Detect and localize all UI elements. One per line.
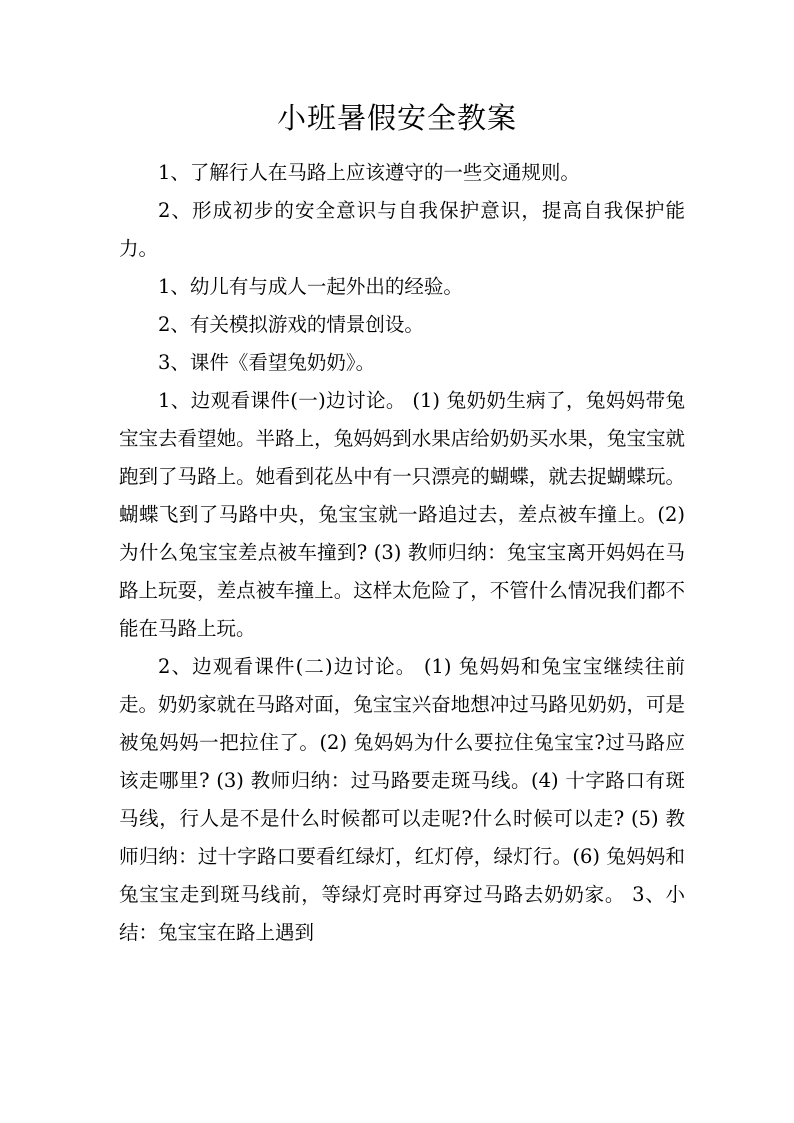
preparation-paragraph-1: 1、幼儿有与成人一起外出的经验。: [158, 275, 463, 298]
process-paragraph-1: 1、边观看课件(一)边讨论。 (1) 兔奶奶生病了，兔妈妈带兔宝宝去看望她。半路上，兔妈妈到水果店给奶奶买水果，兔宝宝就跑到了马路上。她看到花丛中有一只漂亮的蝴蝶，就去捉蝴蝶玩。蝴蝶飞到了马路中央，兔宝宝就一路追过去，差点被车撞上。(2) 为什么兔宝宝差点被车撞到? (3) 教师归纳：兔宝宝离开妈妈在马路上玩耍，差点被车撞上。这样太危险了，不管什么情况我们都不能在马路上玩。: [119, 389, 685, 640]
preparation-paragraph-3: 3、课件《看望兔奶奶》。: [158, 351, 376, 374]
process-paragraph-2: 2、边观看课件(二)边讨论。 (1) 兔妈妈和兔宝宝继续往前走。奶奶家就在马路对面，兔宝宝兴奋地想冲过马路见奶奶，可是被兔妈妈一把拉住了。(2) 兔妈妈为什么要拉住兔宝宝?过马路应该走哪里? (3) 教师归纳：过马路要走斑马线。(4) 十字路口有斑马线，行人是不是什么时候都可以走呢?什么时候可以走? (5) 教师归纳：过十字路口要看红绿灯，红灯停，绿灯行。(6) 兔妈妈和兔宝宝走到斑马线前，等绿灯亮时再穿过马路去奶奶家。 3、小结：兔宝宝在路上遇到: [119, 655, 685, 944]
document-title: 小班暑假安全教案: [276, 101, 517, 135]
preparation-paragraph-2: 2、有关模拟游戏的情景创设。: [158, 313, 424, 336]
objective-paragraph-2: 2、形成初步的安全意识与自我保护意识，提高自我保护能力。: [119, 199, 685, 260]
document-body: [119, 154, 685, 952]
objective-paragraph-1: 1、了解行人在马路上应该遵守的一些交通规则。: [158, 161, 580, 184]
